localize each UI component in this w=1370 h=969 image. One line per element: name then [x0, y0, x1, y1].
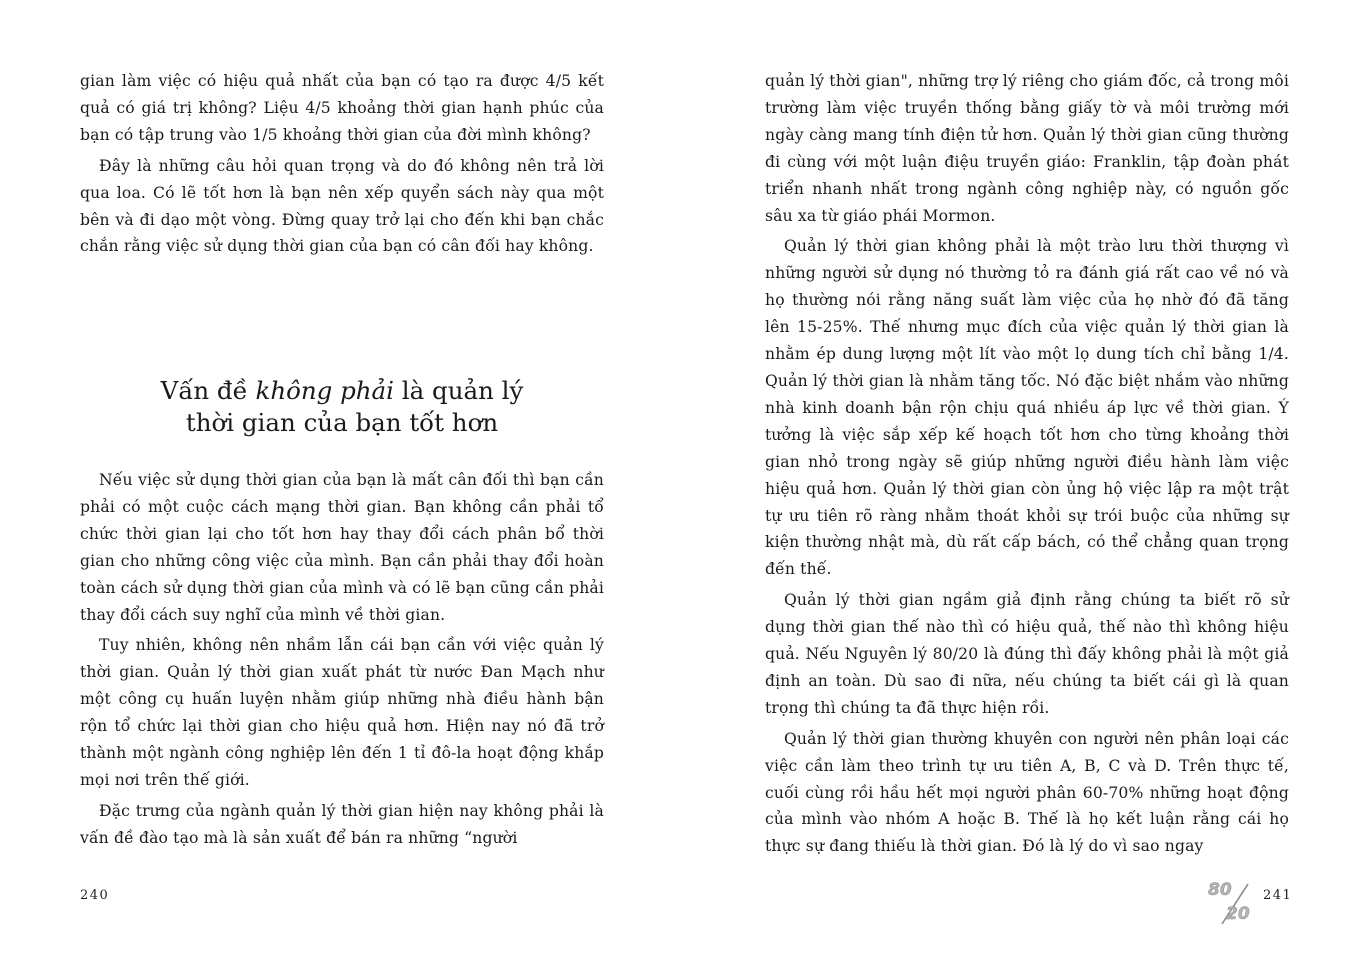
- paragraph: Nếu việc sử dụng thời gian của bạn là mất cân đối thì bạn cần phải có một cuộc cách mạng thời gian. Bạn không cần phải tổ chức thời gian lại cho tốt hơn hay thay đổi cách phân bổ thời gian cho những công việc của mình. Bạn cần phải thay đổi hoàn toàn cách sử dụng thời gian của mình và có lẽ bạn cũng cần phải thay đổi cách suy nghĩ của mình về thời gian.: [80, 471, 604, 624]
- heading-part-1: Vấn đề: [160, 376, 256, 405]
- paragraph: Đây là những câu hỏi quan trọng và do đó không nên trả lời qua loa. Có lẽ tốt hơn là bạn nên xếp quyển sách này qua một bên và đi dạo một vòng. Đừng quay trở lại cho đến khi bạn chắc chắn rằng việc sử dụng thời gian của bạn có cân đối hay không.: [80, 156, 604, 256]
- heading-part-2: là quản lý: [394, 376, 524, 405]
- right-page: [685, 0, 1370, 969]
- logo-bottom-number: 20: [1226, 904, 1250, 924]
- section-heading: [80, 375, 604, 439]
- paragraph: Quản lý thời gian ngầm giả định rằng chúng ta biết rõ sử dụng thời gian thế nào thì có hiệu quả, thế nào thì không hiệu quả. Nếu Nguyên lý 80/20 là đúng thì đấy không phải là một giả định an toàn. Dù sao đi nữa, nếu chúng ta biết cái gì là quan trọng thì chúng ta đã thực hiện rồi.: [765, 591, 1289, 717]
- paragraph: quản lý thời gian", những trợ lý riêng cho giám đốc, cả trong môi trường làm việc truyền thống bằng giấy tờ và môi trường mới ngày càng mang tính điện tử hơn. Quản lý thời gian cũng thường đi cùng với một luận điệu truyền giáo: Franklin, tập đoàn phát triển nhanh nhất trong ngành công nghiệp này, có nguồn gốc sâu xa từ giáo phái Mormon.: [765, 72, 1289, 225]
- paragraph: gian làm việc có hiệu quả nhất của bạn có tạo ra được 4/5 kết quả có giá trị không? Liệu 4/5 khoảng thời gian hạnh phúc của bạn có tập trung vào 1/5 khoảng thời gian của đời mình không?: [80, 72, 604, 144]
- left-page-bottom-text: [80, 467, 604, 856]
- right-page-text: [765, 68, 1289, 864]
- page-number-right: 241: [1263, 888, 1293, 903]
- heading-emphasis: không phải: [255, 376, 394, 405]
- left-page-top-text: [80, 68, 604, 264]
- paragraph: Đặc trưng của ngành quản lý thời gian hiện nay không phải là vấn đề đào tạo mà là sản xuất để bán ra những “người: [80, 801, 604, 847]
- page-number-left: 240: [80, 888, 110, 903]
- logo-top-number: 80: [1208, 880, 1232, 900]
- book-logo-icon: [1206, 878, 1264, 928]
- paragraph: Quản lý thời gian không phải là một trào lưu thời thượng vì những người sử dụng nó thường tỏ ra đánh giá rất cao về nó và họ thường nói rằng năng suất làm việc của họ nhờ đó đã tăng lên 15-25%. Thế nhưng mục đích của việc quản lý thời gian là nhằm ép dung lượng một lít vào một lọ dung tích chỉ bằng 1/4. Quản lý thời gian là nhằm tăng tốc. Nó đặc biệt nhắm vào những nhà kinh doanh bận rộn chịu quá nhiều áp lực về thời gian. Ý tưởng là việc sắp xếp kế hoạch tốt hơn cho từng khoảng thời gian nhỏ trong ngày sẽ giúp những người điều hành làm việc hiệu quả hơn. Quản lý thời gian còn ủng hộ việc lập ra một trật tự ưu tiên rõ ràng nhằm thoát khỏi sự trói buộc của những sự kiện thường nhật mà, dù rất cấp bách, có thể chẳng quan trọng đến thế.: [765, 237, 1289, 579]
- paragraph: Tuy nhiên, không nên nhầm lẫn cái bạn cần với việc quản lý thời gian. Quản lý thời gian xuất phát từ nước Đan Mạch như một công cụ huấn luyện nhằm giúp những nhà điều hành bận rộn tổ chức lại thời gian cho hiệu quả hơn. Hiện nay nó đã trở thành một ngành công nghiệp lên đến 1 tỉ đô-la hoạt động khắp mọi nơi trên thế giới.: [80, 636, 604, 789]
- paragraph: Quản lý thời gian thường khuyên con người nên phân loại các việc cần làm theo trình tự ưu tiên A, B, C và D. Trên thực tế, cuối cùng rồi hầu hết mọi người phân 60-70% những hoạt động của mình vào nhóm A hoặc B. Thế là họ kết luận rằng cái họ thực sự đang thiếu là thời gian. Đó là lý do vì sao ngay: [765, 729, 1289, 856]
- heading-line-2: thời gian của bạn tốt hơn: [185, 408, 499, 437]
